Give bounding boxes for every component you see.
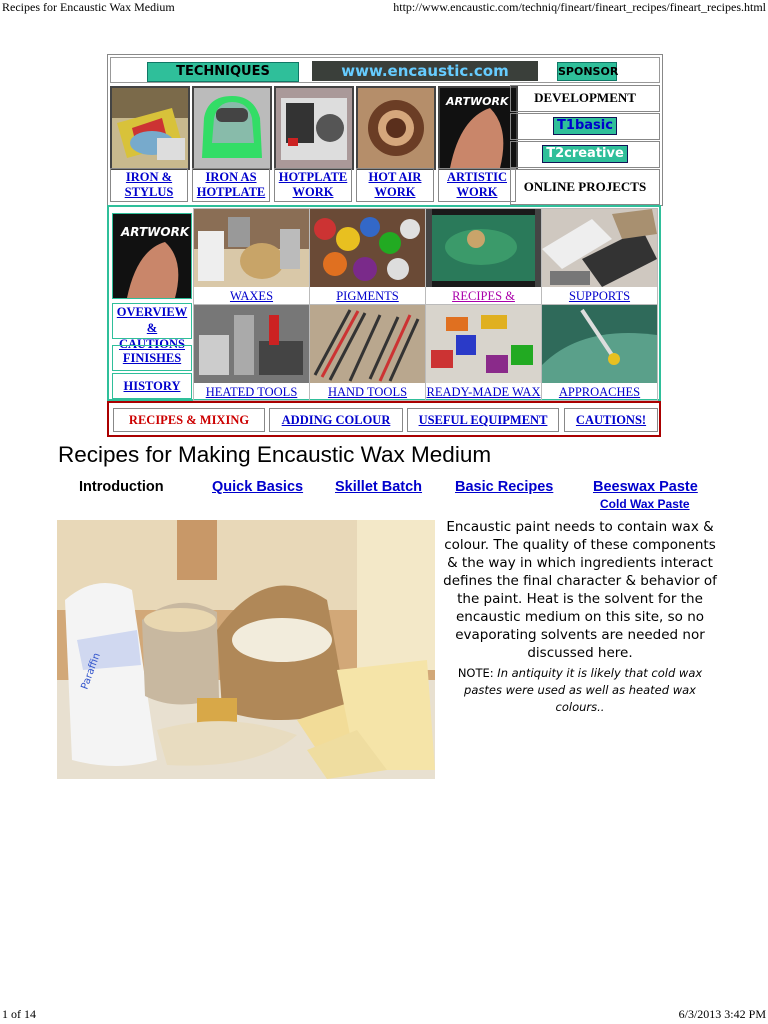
note-text: In antiquity it is likely that cold wax pastes were used as well as heated wax colours.. (464, 666, 703, 714)
thumb-iron-hotplate[interactable] (192, 86, 272, 170)
recipes-image (426, 209, 541, 287)
ready-made-wax-link[interactable]: READY-MADE WAX (426, 385, 541, 399)
tab-adding-colour[interactable]: ADDING COLOUR (269, 408, 403, 432)
site-banner-link[interactable] (312, 61, 538, 81)
heated-tools-link[interactable]: HEATED TOOLS (205, 385, 298, 399)
link-iron-stylus-line2: STYLUS (124, 185, 174, 199)
paraffin-bag-label: Paraffin (79, 651, 103, 692)
t1-basic-cell (510, 113, 660, 140)
approaches-image (542, 305, 657, 383)
print-footer-timestamp: 6/3/2013 3:42 PM (678, 1007, 766, 1021)
link-iron-hotplate-line1: IRON AS (205, 170, 257, 184)
overview-line2: & CAUTIONS (119, 321, 185, 351)
page-title: Recipes for Making Encaustic Wax Medium (58, 442, 492, 467)
nav-top-bar (110, 57, 660, 83)
thumb-iron-stylus[interactable] (110, 86, 190, 170)
link-history[interactable]: HISTORY (112, 373, 192, 399)
wax-ingredients-photo (57, 520, 435, 779)
link-iron-hotplate-line2: HOTPLATE (196, 185, 266, 199)
link-quick-basics[interactable]: Quick Basics (212, 479, 304, 495)
tab-recipes-mixing[interactable]: RECIPES & MIXING (113, 408, 265, 432)
link-iron-stylus[interactable] (110, 168, 188, 202)
cell-pigments[interactable] (309, 208, 426, 305)
thumb-artistic-work[interactable] (438, 86, 518, 170)
materials-grid (107, 205, 661, 401)
link-cold-wax-paste[interactable]: Cold Wax Paste (600, 497, 690, 511)
link-overview-cautions[interactable] (112, 303, 192, 351)
cell-waxes[interactable] (193, 208, 310, 305)
online-projects-link[interactable]: ONLINE PROJECTS (510, 169, 660, 205)
link-hot-air-line2: WORK (374, 185, 416, 199)
recipes-making-link[interactable]: RECIPES & (452, 289, 515, 303)
tab-useful-equipment[interactable]: USEFUL EQUIPMENT (407, 408, 559, 432)
intro-paragraph: Encaustic paint needs to contain wax & colour. The quality of these components & the way in which ingredients interact defines the final character & behavior of the paint. Heat is the solvent for the encaustic medium on this site, so no evaporating solvents are needed nor discussed here. (443, 519, 717, 661)
link-hotplate-line1: HOTPLATE (278, 170, 348, 184)
technique-nav (107, 54, 663, 206)
link-artistic-line2: WORK (456, 185, 498, 199)
section-introduction: Introduction (79, 479, 164, 495)
artwork-logo-link[interactable] (112, 213, 192, 299)
t2-creative-button[interactable]: T2creative (542, 145, 628, 163)
waxes-link[interactable]: WAXES (229, 289, 274, 303)
cell-recipes-making[interactable] (425, 208, 542, 305)
recipe-tabs (107, 401, 661, 437)
cell-ready-made-wax[interactable] (425, 304, 542, 401)
supports-link[interactable]: SUPPORTS (568, 289, 631, 303)
cell-approaches[interactable] (541, 304, 658, 401)
thumb-hot-air[interactable] (356, 86, 436, 170)
link-hot-air-work[interactable] (356, 168, 434, 202)
link-basic-recipes[interactable]: Basic Recipes (455, 479, 554, 495)
cell-heated-tools[interactable] (193, 304, 310, 401)
supports-image (542, 209, 657, 287)
overview-line1: OVERVIEW (116, 305, 188, 319)
pigments-link[interactable]: PIGMENTS (336, 289, 399, 303)
cell-supports[interactable] (541, 208, 658, 305)
t2-creative-cell (510, 141, 660, 168)
approaches-link[interactable]: APPROACHES (558, 385, 641, 399)
link-artistic-line1: ARTISTIC (447, 170, 507, 184)
tab-cautions[interactable]: CAUTIONS! (564, 408, 658, 432)
hand-tools-link[interactable]: HAND TOOLS (327, 385, 408, 399)
link-skillet-batch[interactable]: Skillet Batch (335, 479, 423, 495)
link-hot-air-line1: HOT AIR (368, 170, 422, 184)
link-iron-hotplate[interactable] (192, 168, 270, 202)
print-header-url: http://www.encaustic.com/techniq/fineart/fineart_recipes/fineart_recipes.html (393, 0, 766, 14)
pigments-image (310, 209, 425, 287)
thumb-hotplate[interactable] (274, 86, 354, 170)
hand-tools-image (310, 305, 425, 383)
link-artistic-work[interactable] (438, 168, 516, 202)
link-beeswax-paste[interactable]: Beeswax Paste (593, 479, 698, 495)
link-finishes[interactable]: FINISHES (112, 345, 192, 371)
t1-basic-button[interactable]: T1basic (553, 117, 617, 135)
ready-made-wax-image (426, 305, 541, 383)
heated-tools-image (194, 305, 309, 383)
sponsor-button[interactable]: SPONSOR (557, 62, 617, 81)
link-iron-stylus-line1: IRON & (125, 170, 173, 184)
print-header-title: Recipes for Encaustic Wax Medium (2, 0, 175, 14)
print-footer-page: 1 of 14 (2, 1007, 36, 1021)
note-label: NOTE: (457, 666, 494, 680)
artwork-logo-grid-text: ARTWORK (121, 225, 190, 239)
note-paragraph (441, 665, 719, 716)
waxes-image (194, 209, 309, 287)
site-banner-text: www.encaustic.com (341, 62, 509, 80)
artwork-logo-text: ARTWORK (446, 95, 509, 108)
link-hotplate-line2: WORK (292, 185, 334, 199)
link-hotplate-work[interactable] (274, 168, 352, 202)
cell-hand-tools[interactable] (309, 304, 426, 401)
development-heading: DEVELOPMENT (510, 85, 660, 112)
techniques-button[interactable]: TECHNIQUES (147, 62, 299, 82)
